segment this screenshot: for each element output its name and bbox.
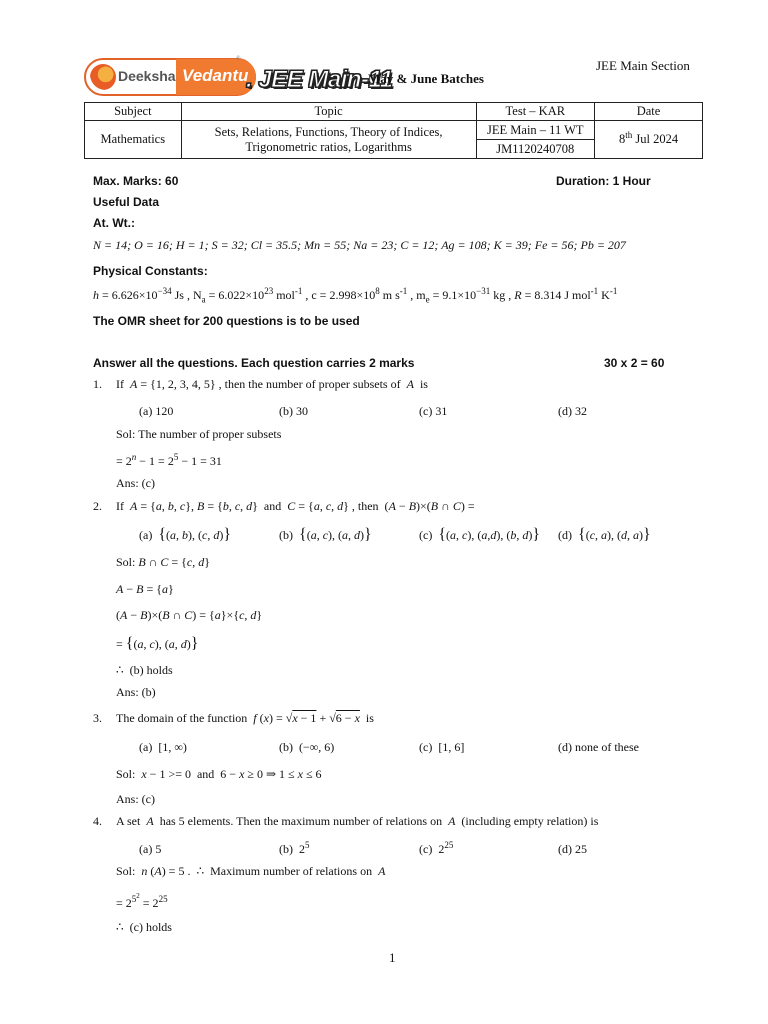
physical-constants-heading: Physical Constants:	[93, 264, 208, 278]
logo-vedantu-text: Vedantu	[182, 66, 249, 85]
logo-vedantu-block	[176, 59, 256, 95]
q1-option-b: (b) 30	[279, 404, 308, 418]
page-number: 1	[389, 950, 396, 965]
q3-option-d: (d) none of these	[558, 740, 639, 754]
q2-option-b: (b) {(a, c), (a, d)}	[279, 526, 372, 543]
q1-option-c: (c) 31	[419, 404, 448, 418]
test-name-cell: JEE Main – 11 WT	[476, 121, 595, 140]
q1-number: 1.	[93, 377, 102, 391]
date-day: 8	[618, 132, 626, 146]
test-code-cell: JM1120240708	[476, 140, 595, 159]
q2-answer: Ans: (b)	[116, 685, 156, 699]
q2-number: 2.	[93, 499, 102, 513]
q4-therefore: ∴ (c) holds	[116, 920, 172, 934]
q1-option-a: (a) 120	[139, 404, 174, 418]
q4-solution-line-1: Sol: n (A) = 5 . ∴ Maximum number of relations on A	[116, 864, 386, 878]
q2-option-d: (d) {(c, a), (d, a)}	[558, 526, 651, 543]
date-rest: Jul 2024	[632, 132, 679, 146]
topic-line-2: Trigonometric ratios, Logarithms	[245, 139, 412, 154]
q2-solution-line-2: A − B = {a}	[116, 582, 174, 596]
q1-solution-intro: Sol: The number of proper subsets	[116, 427, 282, 441]
subject-cell: Mathematics	[85, 121, 182, 159]
q1-text: If A = {1, 2, 3, 4, 5} , then the number of proper subsets of A is	[116, 377, 428, 391]
omr-note: The OMR sheet for 200 questions is to be used	[93, 314, 360, 328]
q4-holds: (c) holds	[129, 920, 172, 934]
q4-text: A set A has 5 elements. Then the maximum number of relations on A (including empty relation) is	[116, 814, 599, 828]
at-wt-heading: At. Wt.:	[93, 216, 135, 230]
col-test-header: Test – KAR	[476, 103, 595, 121]
test-info-table	[84, 102, 703, 159]
col-subject-header: Subject	[85, 103, 182, 121]
q2-text: If A = {a, b, c}, B = {b, c, d} and C = {a, c, d} , then (A − B)×(B ∩ C) =	[116, 499, 475, 513]
q4-solution-line-2: = $2^{5^2} = 2^{25}$	[116, 892, 168, 910]
q2-solution-line-3: (A − B)×(B ∩ C) = {a}×{c, d}	[116, 608, 263, 622]
topic-cell	[181, 121, 476, 159]
col-date-header: Date	[595, 103, 703, 121]
q2-therefore: ∴ (b) holds	[116, 663, 173, 677]
q4-option-c: (c) $2^{25}$	[419, 840, 454, 856]
jee-main-badge: . JEE Main-11	[246, 66, 393, 93]
physical-constants-values: $h = 6.626\times 10^{-34}$ Js , $N_a = 6.022\times 10^{23}$ mol$^{-1}$ , $c = 2.998\times 10^8$ m $s^{-1}$ , $m_e = 9.1\times 10^{-31}$ kg , R = 8.314 J mol$^{-1}$ $K^{-1}$	[93, 286, 618, 305]
q4-option-d: (d) 25	[558, 842, 587, 856]
duration: Duration: 1 Hour	[556, 174, 651, 188]
marks-calculation: 30 x 2 = 60	[604, 356, 665, 370]
q1-answer: Ans: (c)	[116, 476, 155, 490]
logo-swirl-icon	[90, 64, 116, 90]
useful-data-heading: Useful Data	[93, 195, 160, 209]
q4-number: 4.	[93, 814, 102, 828]
q1-option-d: (d) 32	[558, 404, 587, 418]
section-label: JEE Main Section	[596, 58, 690, 73]
date-cell	[595, 121, 703, 159]
col-topic-header: Topic	[181, 103, 476, 121]
q3-option-b: (b) (−∞, 6)	[279, 740, 335, 754]
topic-line-1: Sets, Relations, Functions, Theory of Indices,	[214, 124, 443, 139]
q4-option-a: (a) 5	[139, 842, 162, 856]
max-marks: Max. Marks: 60	[93, 174, 179, 188]
q3-option-c: (c) [1, 6]	[419, 740, 465, 754]
batches-label: May & June Batches	[368, 71, 484, 86]
q3-option-a: (a) [1, ∞)	[139, 740, 187, 754]
q3-solution: Sol: x − 1 >= 0 and 6 − x ≥ 0 ⇒ 1 ≤ x ≤ 6	[116, 767, 322, 781]
q3-number: 3.	[93, 711, 102, 725]
q2-option-c: (c) {(a, c), (a,d), (b, d)}	[419, 526, 541, 543]
atomic-weights: N = 14; O = 16; H = 1; S = 32; Cl = 35.5; Mn = 55; Na = 23; C = 12; Ag = 108; K = 39; Fe = 56; Pb = 207	[93, 238, 626, 252]
date-suffix: th	[625, 129, 633, 140]
q3-answer: Ans: (c)	[116, 792, 155, 806]
q4-text-part1: A set	[116, 814, 141, 828]
q1-solution-formula: = $2^n - 1 = 2^5 - 1 = 31$	[116, 452, 222, 468]
logo-deeksha-text: Deeksha	[118, 68, 176, 84]
q4-text-part2: has 5 elements. Then the maximum number of relations on	[159, 814, 443, 828]
q4-option-b: (b) $2^5$	[279, 840, 310, 856]
q2-option-a: (a) {(a, b), (c, d)}	[139, 526, 232, 543]
registered-icon: ®	[236, 56, 241, 62]
q4-solution-text: Maximum number of relations on	[210, 864, 373, 878]
q4-text-part3: (including empty relation) is	[461, 814, 599, 828]
q2-solution-line-4: = {(a, c), (a, d)}	[116, 635, 199, 652]
q2-holds: (b) holds	[129, 663, 173, 677]
instructions: Answer all the questions. Each question carries 2 marks	[93, 356, 415, 370]
deeksha-vedantu-logo	[84, 56, 256, 100]
q3-text: The domain of the function f (x) = √x − 1 + √6 − x is	[116, 711, 374, 725]
q2-solution-line-1: Sol: B ∩ C = {c, d}	[116, 555, 210, 569]
